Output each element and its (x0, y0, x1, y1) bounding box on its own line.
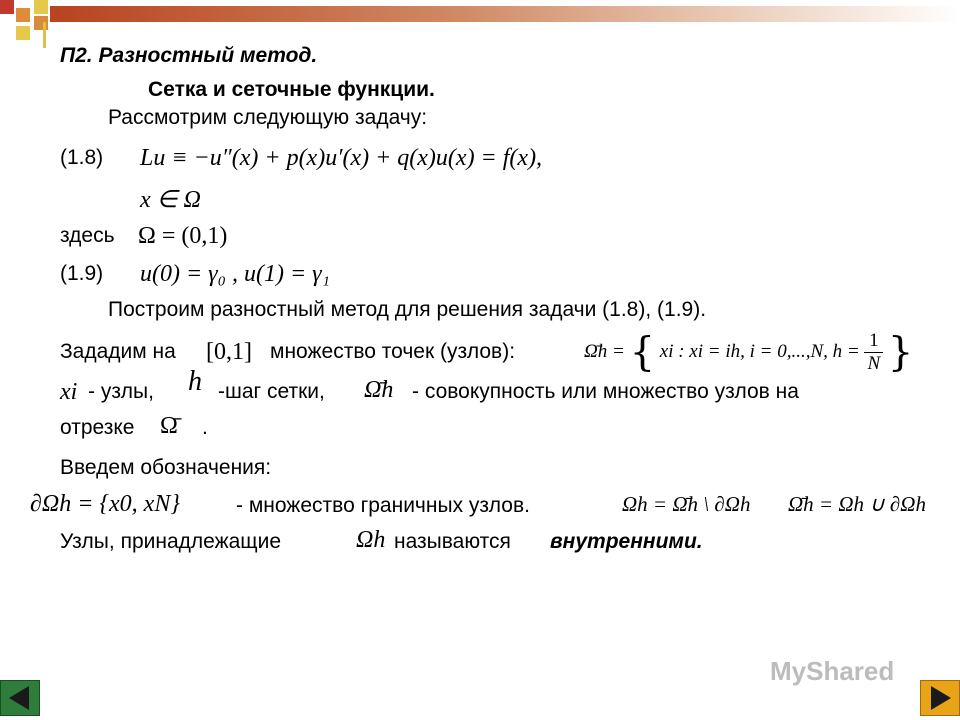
segment-period: . (202, 416, 208, 439)
grid-set-lhs: Ω̄h = (584, 340, 625, 362)
grid-fraction (864, 330, 883, 375)
omega-bar-h-symbol: Ω̄h (364, 377, 394, 403)
decor-square-4 (16, 26, 30, 40)
interior-text-bold: внутренними. (550, 530, 703, 553)
interior-text-before: Узлы, принадлежащие (60, 530, 281, 553)
closure-definition: Ω̄h = Ωh ∪ ∂Ωh (788, 492, 926, 516)
slide-title: П2. Разностный метод. (60, 44, 318, 67)
nodes-label: - узлы, (88, 380, 154, 403)
left-brace: { (629, 329, 656, 376)
decor-square-2 (16, 8, 30, 22)
step-label: -шаг сетки, (218, 380, 325, 403)
grid-frac-num: 1 (869, 330, 879, 351)
boundary-definition: ∂Ωh = {x0, xN} (30, 491, 180, 517)
boundary-label: - множество граничных узлов. (236, 494, 530, 517)
xi-symbol: xi (60, 379, 78, 405)
h-symbol: h (188, 366, 202, 397)
right-brace: } (887, 329, 914, 376)
next-slide-button[interactable] (920, 680, 960, 716)
construct-text: Построим разностный метод для решения задачи (1.8), (1.9). (108, 298, 707, 321)
eq19-formula: u(0) = γ₀ , u(1) = γ₁ (140, 261, 330, 287)
decor-square-1 (0, 0, 14, 14)
grid-set-formula (584, 330, 913, 375)
triangle-right-icon (921, 681, 959, 715)
here-label: здесь (60, 224, 115, 247)
collection-label: - совокупность или множество узлов на (412, 380, 799, 403)
notation-label: Введем обозначения: (60, 456, 272, 479)
omega-h-symbol: Ωh (356, 527, 386, 553)
triangle-left-icon (1, 681, 39, 715)
grid-text-before: Зададим на (60, 340, 176, 363)
grid-set-body: xi : xi = ih, i = 0,...,N, h = (659, 340, 860, 362)
eq18-domain: x ∈ Ω (140, 187, 201, 213)
slide-subtitle: Сетка и сеточные функции. (148, 78, 435, 101)
segment-label: отрезке (60, 416, 135, 439)
omega-definition: Ω = (0,1) (138, 223, 228, 249)
eq18-label: (1.8) (60, 146, 104, 169)
grid-text-after: множество точек (узлов): (270, 340, 516, 363)
intro-text: Рассмотрим следующую задачу: (108, 106, 428, 129)
header-divider (43, 22, 46, 48)
interior-definition: Ωh = Ω̄h \ ∂Ωh (622, 492, 751, 516)
interior-text-middle: называются (394, 530, 511, 553)
watermark-logo: MyShared (770, 656, 895, 686)
grid-interval: [0,1] (206, 339, 252, 365)
eq19-label: (1.9) (60, 262, 104, 285)
previous-slide-button[interactable] (0, 680, 40, 716)
grid-frac-den: N (864, 352, 883, 375)
decor-square-3 (34, 0, 48, 14)
omega-bar-symbol: Ω̄ (160, 413, 178, 439)
eq18-formula: Lu ≡ −u″(x) + p(x)u′(x) + q(x)u(x) = f(x), (140, 145, 543, 171)
header-gradient-bar (50, 6, 960, 22)
